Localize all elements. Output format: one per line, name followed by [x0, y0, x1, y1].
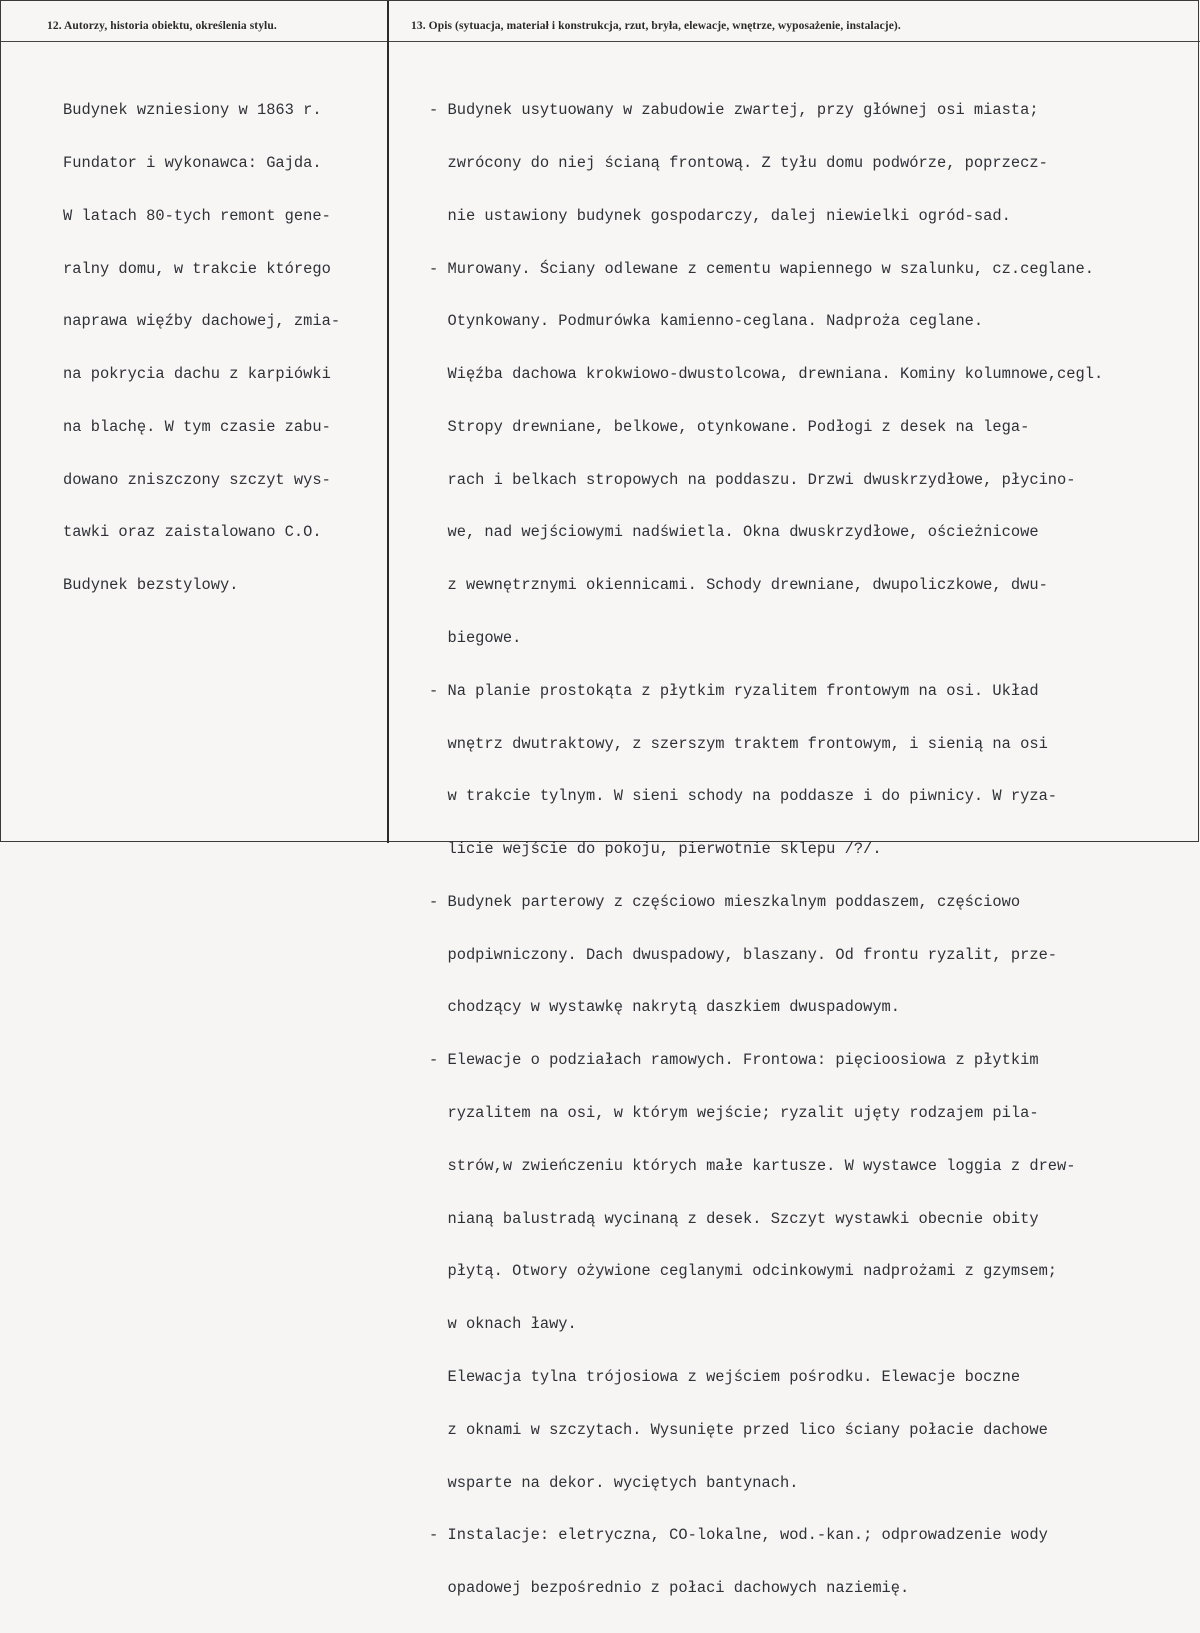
section-12-line: W latach 80-tych remont gene-: [63, 206, 331, 225]
section-12-header: 12. Autorzy, historia obiektu, określenia stylu.: [47, 20, 277, 32]
section-13-line: zwrócony do niej ścianą frontową. Z tyłu domu podwórze, poprzecz-: [429, 153, 1048, 172]
section-12-line: Budynek wzniesiony w 1863 r.: [63, 101, 322, 120]
section-13-line: w trakcie tylnym. W sieni schody na poddasze i do piwnicy. W ryza-: [429, 787, 1058, 806]
section-12-body: [63, 67, 340, 630]
section-13-line: nianą balustradą wycinaną z desek. Szczyt wystawki obecnie obity: [429, 1209, 1039, 1228]
section-13-line: - Instalacje: eletryczna, CO-lokalne, wod.-kan.; odprowadzenie wody: [429, 1526, 1048, 1545]
section-12-line: na blachę. W tym czasie zabu-: [63, 417, 331, 436]
section-13-line: - Budynek usytuowany w zabudowie zwartej, przy głównej osi miasta;: [429, 101, 1039, 120]
section-13-line: z wewnętrznymi okiennicami. Schody drewniane, dwupoliczkowe, dwu-: [429, 576, 1048, 595]
section-12-line: Budynek bezstylowy.: [63, 576, 239, 595]
section-13-header: 13. Opis (sytuacja, materiał i konstrukcja, rzut, bryła, elewacje, wnętrze, wyposażenie, instalacje).: [411, 20, 901, 32]
header-rule: [1, 41, 1200, 42]
section-13-line: - Na planie prostokąta z płytkim ryzalitem frontowym na osi. Układ: [429, 681, 1039, 700]
section-13-line: Więźba dachowa krokwiowo-dwustolcowa, drewniana. Kominy kolumnowe,cegl.: [429, 365, 1104, 384]
section-13-line: biegowe.: [429, 629, 522, 647]
section-13-line: strów,w zwieńczeniu których małe kartusze. W wystawce loggia z drew-: [429, 1156, 1076, 1175]
section-13-line: wnętrz dwutraktowy, z szerszym traktem frontowym, i sienią na osi: [429, 734, 1048, 753]
section-13-line: z oknami w szczytach. Wysunięte przed lico ściany połacie dachowe: [429, 1420, 1048, 1439]
section-13-line: we, nad wejściowymi nadświetla. Okna dwuskrzydłowe, ościeżnicowe: [429, 523, 1039, 542]
section-12-line: tawki oraz zaistalowano C.O.: [63, 523, 322, 542]
section-13-line: - Budynek parterowy z częściowo mieszkalnym poddaszem, częściowo: [429, 892, 1021, 911]
section-13-line: opadowej bezpośrednio z połaci dachowych naziemię.: [429, 1579, 910, 1598]
section-12-line: naprawa więźby dachowej, zmia-: [63, 312, 341, 331]
section-13-line: wsparte na dekor. wyciętych bantynach.: [429, 1473, 799, 1492]
section-13-line: w oknach ławy.: [429, 1315, 577, 1334]
column-divider: [387, 1, 389, 843]
section-13-body: [429, 67, 1103, 1633]
section-12-line: Fundator i wykonawca: Gajda.: [63, 153, 322, 172]
section-13-line: licie wejście do pokoju, pierwotnie sklepu /?/.: [429, 840, 882, 859]
section-13-line: podpiwniczony. Dach dwuspadowy, blaszany. Od frontu ryzalit, prze-: [429, 945, 1058, 964]
section-13-line: Otynkowany. Podmurówka kamienno-ceglana. Nadproża ceglane.: [429, 312, 984, 331]
section-13-line: chodzący w wystawkę nakrytą daszkiem dwuspadowym.: [429, 998, 901, 1017]
section-13-line: ryzalitem na osi, w którym wejście; ryzalit ujęty rodzajem pila-: [429, 1104, 1039, 1123]
section-12-line: na pokrycia dachu z karpiówki: [63, 365, 331, 384]
section-13-line: - Elewacje o podziałach ramowych. Frontowa: pięcioosiowa z płytkim: [429, 1051, 1039, 1070]
section-12-line: ralny domu, w trakcie którego: [63, 259, 331, 278]
section-13-line: Elewacja tylna trójosiowa z wejściem pośrodku. Elewacje boczne: [429, 1367, 1021, 1386]
section-12-line: dowano zniszczony szczyt wys-: [63, 470, 331, 489]
section-13-line: rach i belkach stropowych na poddaszu. Drzwi dwuskrzydłowe, płycino-: [429, 470, 1076, 489]
section-13-line: płytą. Otwory ożywione ceglanymi odcinkowymi nadprożami z gzymsem;: [429, 1262, 1058, 1281]
section-13-line: nie ustawiony budynek gospodarczy, dalej niewielki ogród-sad.: [429, 206, 1011, 225]
section-13-line: Stropy drewniane, belkowe, otynkowane. Podłogi z desek na lega-: [429, 417, 1030, 436]
section-13-line: - Murowany. Ściany odlewane z cementu wapiennego w szalunku, cz.ceglane.: [429, 259, 1094, 278]
